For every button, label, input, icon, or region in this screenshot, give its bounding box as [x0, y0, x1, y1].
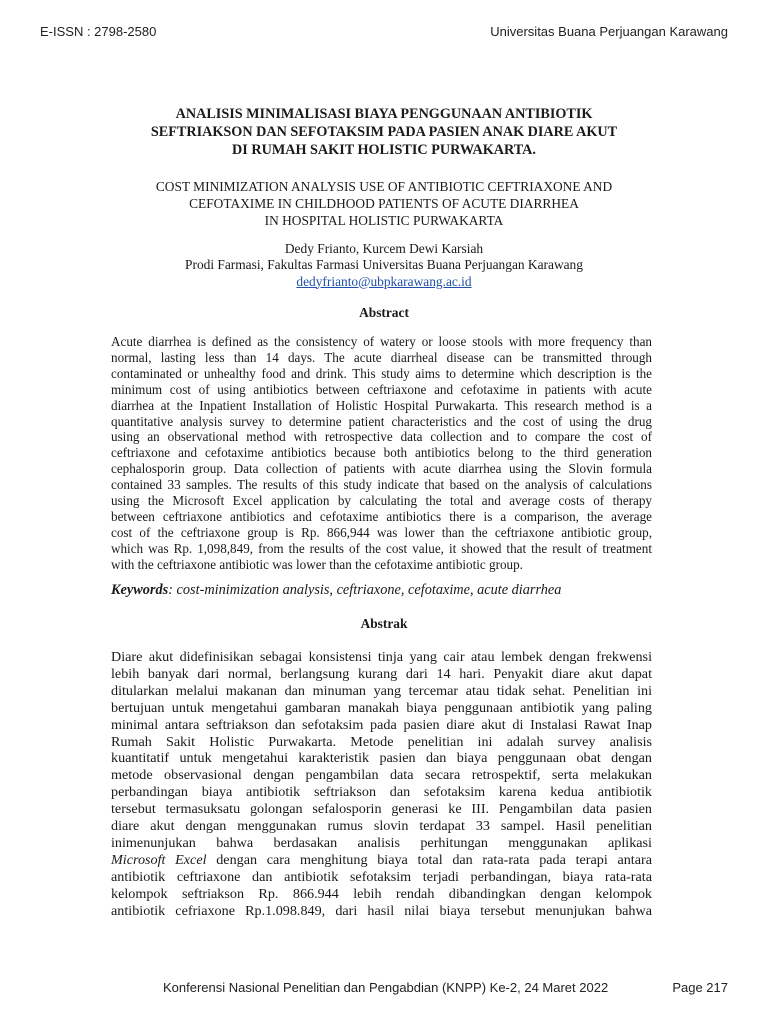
abstrak-line: kuantitatif untuk mengetahui karakteristik pasien dan biaya penggunaan obat dengan	[111, 750, 652, 767]
title-id-line: ANALISIS MINIMALISASI BIAYA PENGGUNAAN ANTIBIOTIK	[175, 106, 593, 122]
abstract-english	[111, 334, 652, 573]
abstract-line: using the Microsoft Excel application by calculating the total and average costs of therapy	[111, 493, 652, 509]
abstract-line: Acute diarrhea is defined as the consistency of watery or loose stools with more frequency than	[111, 334, 652, 349]
abstract-heading: Abstract	[359, 305, 409, 320]
abstract-line: cost of the ceftriaxone group is Rp. 866,944 was lower than the ceftriaxone antibiotic group,	[111, 524, 652, 540]
abstrak-line-italic	[111, 852, 652, 869]
abstract-indonesian	[111, 649, 652, 920]
author-affiliation: Prodi Farmasi, Fakultas Farmasi Universitas Buana Perjuangan Karawang	[185, 257, 583, 273]
abstrak-line: ditularkan melalui makanan dan minuman yang tercemar atau tidak sehat. Penelitian ini	[111, 682, 652, 699]
abstract-line: normal, lasting less than 14 days. The acute diarrheal disease can be transmitted through	[111, 349, 652, 365]
issn-header: E-ISSN : 2798-2580	[40, 24, 157, 39]
abstrak-line: antibiotik ceftriaxone dan antibiotik sefotaksim terjadi perbandingan, biaya rata-rata	[111, 868, 652, 885]
abstrak-line: perbandingan biaya antibiotik seftriakson dan sefotaksim karena kedua antibiotik	[111, 784, 652, 801]
italic-term: Microsoft Excel	[111, 851, 207, 868]
page-number: Page 217	[672, 980, 728, 995]
abstract-line: diarrhea at the Inpatient Installation of Holistic Hospital Purwakarta. This research method is a	[111, 397, 652, 413]
abstract-line: cephalosporin group. Data collection of patients with acute diarrhea using the Slovin formula	[111, 461, 652, 477]
conference-footer: Konferensi Nasional Penelitian dan Pengabdian (KNPP) Ke-2, 24 Maret 2022	[163, 980, 609, 995]
keywords-label: Keywords	[111, 582, 169, 598]
abstrak-line: diare akut dengan menggunakan rumus slovin terdapat 33 sampel. Hasil penelitian	[111, 818, 652, 835]
university-header: Universitas Buana Perjuangan Karawang	[490, 24, 728, 39]
abstrak-line: Rumah Sakit Holistic Purwakarta. Metode penelitian ini adalah survey analisis	[111, 733, 652, 750]
title-en-line: CEFOTAXIME IN CHILDHOOD PATIENTS OF ACUTE DIARRHEA	[189, 196, 579, 211]
author-email-link[interactable]: dedyfrianto@ubpkarawang.ac.id	[296, 273, 472, 289]
abstract-line: contaminated or unhealthy food and drink. This study aims to determine which description is the	[111, 365, 652, 381]
abstrak-line: metode observasional dengan pengambilan data secara retrospektif, serta melakukan	[111, 767, 652, 784]
title-english	[100, 178, 668, 229]
abstract-line: quantitative analysis survey to determine patient characteristics and the cost of using the drug	[111, 413, 652, 429]
title-id-line: DI RUMAH SAKIT HOLISTIC PURWAKARTA.	[232, 142, 536, 158]
abstract-line: minimum cost of using antibiotics between ceftriaxone and cefotaxime in patients with acute	[111, 381, 652, 397]
author-block	[100, 241, 668, 290]
abstrak-line: inimenunjukan bahwa berdasakan analisis perhitungan menggunakan aplikasi	[111, 834, 652, 851]
abstrak-line: kelompok seftriakson Rp. 866.944 lebih rendah dibandingkan dengan kelompok	[111, 885, 652, 902]
abstrak-line: tersebut termasuksatu golongan sefalosporin generasi ke III. Pengambilan data pasien	[111, 801, 652, 818]
title-en-line: COST MINIMIZATION ANALYSIS USE OF ANTIBIOTIC CEFTRIAXONE AND	[155, 179, 613, 194]
abstract-line: which was Rp. 1,098,849, from the results of the cost value, it showed that the result of treatment	[111, 540, 652, 556]
abstrak-line: antibiotik cefriaxone Rp.1.098.849, dari hasil nilai biaya tersebut menunjukan bahwa	[111, 902, 652, 919]
keywords-text: : cost-minimization analysis, ceftriaxone, cefotaxime, acute diarrhea	[168, 582, 562, 598]
abstrak-heading: Abstrak	[360, 616, 408, 631]
title-en-line: IN HOSPITAL HOLISTIC PURWAKARTA	[264, 213, 504, 228]
author-names: Dedy Frianto, Kurcem Dewi Karsiah	[284, 241, 484, 256]
abstrak-line: bertujuan untuk mengetahui gambaran manakah biaya penggunaan antibiotik yang paling	[111, 699, 652, 716]
abstract-line: using an observational method with retrospective data collection and to compare the cost of	[111, 429, 652, 445]
title-indonesian	[100, 105, 668, 159]
abstract-line: contained 33 samples. The results of this study indicate that based on the analysis of calculations	[111, 477, 652, 493]
abstract-line: with the ceftriaxone antibiotic was lower than the cefotaxime antibiotic group.	[111, 556, 523, 572]
abstrak-line: lebih banyak dari normal, berlangsung kurang dari 14 hari. Penyakit diare akut dapat	[111, 665, 652, 682]
abstrak-line: minimal antara seftriakson dan sefotaksim pada pasien diare akut di Instalasi Rawat Inap	[111, 716, 652, 733]
abstract-line: between ceftriaxone antibiotics and cefotaxime antibiotics there is a comparison, the average	[111, 508, 652, 524]
abstract-line: ceftriaxone and cefotaxime antibiotics because both antibiotics belong to the third generation	[111, 445, 652, 461]
italic-line-rest: dengan cara menghitung biaya total dan rata-rata pada terapi antara	[206, 851, 652, 868]
keywords-line	[111, 580, 656, 600]
abstrak-line: Diare akut didefinisikan sebagai konsistensi tinja yang cair atau lembek dengan frekwensi	[111, 649, 652, 665]
title-id-line: SEFTRIAKSON DAN SEFOTAKSIM PADA PASIEN ANAK DIARE AKUT	[150, 124, 618, 140]
